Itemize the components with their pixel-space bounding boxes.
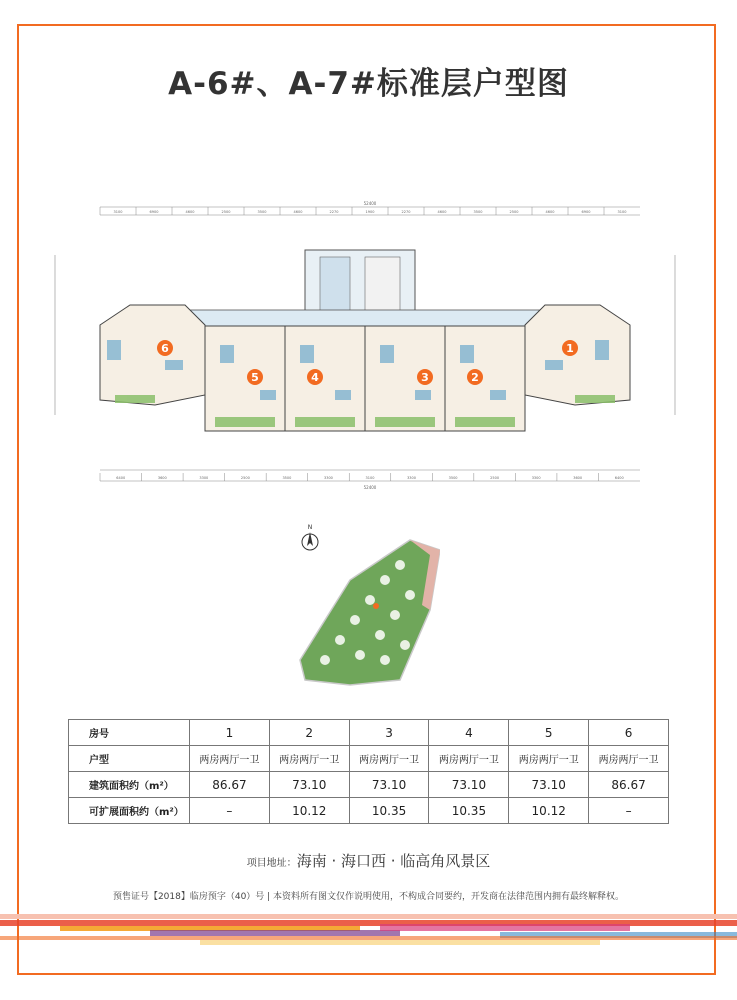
dim-bottom-3: 2500 (240, 476, 250, 480)
dim-bottom-11: 3600 (573, 476, 583, 480)
table-cell: 73.10 (509, 772, 589, 798)
table-cell: 10.12 (509, 798, 589, 824)
dim-top-2: 4600 (185, 210, 195, 214)
table-cell: 10.35 (429, 798, 509, 824)
dim-bottom-12: 6400 (614, 476, 624, 480)
dim-bottom-6: 3100 (365, 476, 375, 480)
dim-bottom-10: 3300 (531, 476, 541, 480)
address-label: 项目地址： (246, 858, 297, 869)
table-row-header: 建筑面积约（m²） (69, 772, 190, 798)
floor-plan (45, 195, 685, 495)
table-row (69, 746, 669, 772)
unit-badge-5: 5 (251, 371, 259, 384)
table-row-header: 房号 (69, 720, 190, 746)
north-label: N (307, 524, 313, 531)
dim-top-13: 6900 (581, 210, 591, 214)
unit-badge-3: 3 (421, 371, 429, 384)
dim-top-11: 2500 (509, 210, 519, 214)
unit-area-table (68, 719, 669, 824)
dim-top-14: 3100 (617, 210, 627, 214)
table-cell: 4 (429, 720, 509, 746)
unit-badge-6: 6 (161, 342, 169, 355)
unit-badge-4: 4 (311, 371, 319, 384)
table-row (69, 798, 669, 824)
top-dimensions (100, 207, 626, 215)
project-address (0, 850, 737, 871)
dim-top-0: 3100 (113, 210, 123, 214)
dim-top-12: 4600 (545, 210, 555, 214)
table-cell: 1 (190, 720, 270, 746)
dim-top-1: 6900 (149, 210, 159, 214)
dim-top-9: 4600 (437, 210, 447, 214)
table-cell: 86.67 (190, 772, 270, 798)
table-cell: 73.10 (429, 772, 509, 798)
unit-badge-2: 2 (471, 371, 479, 384)
disclaimer: 预售证号【2018】临房预字（40）号 | 本资料所有图文仅作说明使用，不构成合同要约，开发商在法律范围内拥有最终解释权。 (112, 892, 625, 902)
table-cell: 73.10 (349, 772, 429, 798)
dim-bottom-1: 3600 (157, 476, 167, 480)
dim-bottom-9: 2500 (490, 476, 500, 480)
table-cell: 2 (269, 720, 349, 746)
dim-bottom-4: 3500 (282, 476, 292, 480)
page-frame (17, 24, 716, 975)
dim-bottom-0: 6400 (116, 476, 126, 480)
table-cell: 10.35 (349, 798, 429, 824)
table-cell: 两房两厅一卫 (589, 746, 669, 772)
table-row-header: 可扩展面积约（m²） (69, 798, 190, 824)
dim-top-3: 2500 (221, 210, 231, 214)
dim-top-5: 4600 (293, 210, 303, 214)
page-title: A-6#、A-7#标准层户型图 (168, 66, 569, 102)
table-row-header: 户型 (69, 746, 190, 772)
table-cell: 两房两厅一卫 (269, 746, 349, 772)
dim-top-8: 2270 (401, 210, 411, 214)
table-cell: 两房两厅一卫 (429, 746, 509, 772)
dim-bottom-5: 3300 (324, 476, 333, 480)
table-cell: 3 (349, 720, 429, 746)
table-cell: 10.12 (269, 798, 349, 824)
dim-total-bottom: 52400 (363, 485, 377, 490)
table-cell: – (589, 798, 669, 824)
north-arrow-icon (302, 524, 318, 550)
table-cell: 两房两厅一卫 (349, 746, 429, 772)
dim-bottom-2: 3300 (199, 476, 209, 480)
table-cell: 86.67 (589, 772, 669, 798)
table-cell: 5 (509, 720, 589, 746)
bottom-dimensions (100, 473, 624, 481)
table-cell: 两房两厅一卫 (509, 746, 589, 772)
table-cell: 73.10 (269, 772, 349, 798)
dim-total-top: 52400 (363, 201, 377, 206)
table-row (69, 720, 669, 746)
address-value: 海南 · 海口西 · 临高角风景区 (296, 852, 491, 870)
table-cell: – (190, 798, 270, 824)
dim-bottom-8: 3500 (448, 476, 458, 480)
dim-top-6: 2270 (329, 210, 339, 214)
table-cell: 6 (589, 720, 669, 746)
table-cell: 两房两厅一卫 (190, 746, 270, 772)
table-row (69, 772, 669, 798)
dim-top-7: 1900 (365, 210, 375, 214)
decorative-stripes (0, 906, 737, 956)
site-plan (290, 520, 440, 690)
dim-top-4: 3500 (257, 210, 267, 214)
unit-badge-1: 1 (566, 342, 574, 355)
dim-bottom-7: 3300 (407, 476, 416, 480)
dim-top-10: 3500 (473, 210, 483, 214)
